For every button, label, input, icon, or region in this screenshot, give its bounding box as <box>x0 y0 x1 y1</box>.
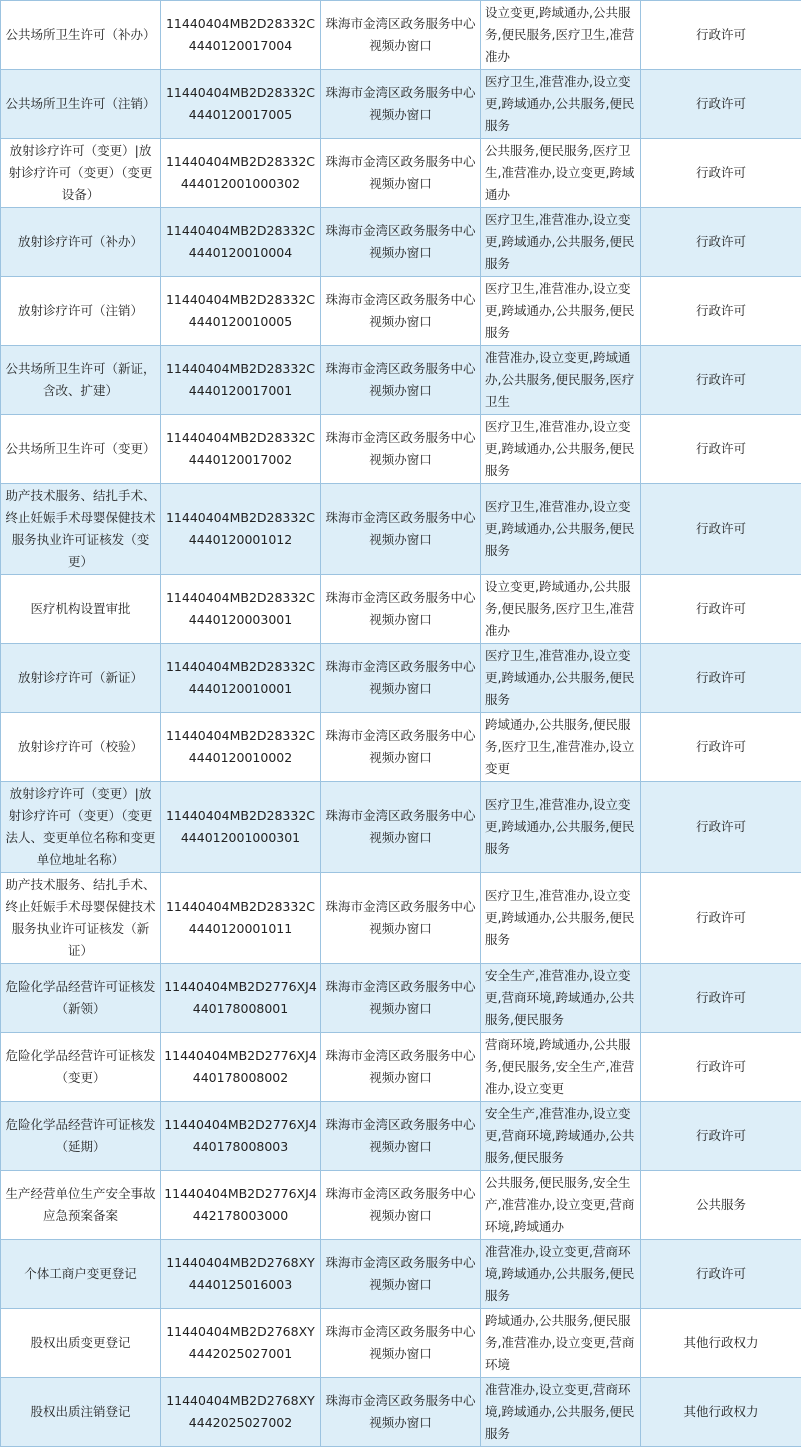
item-name-cell: 放射诊疗许可（变更）|放射诊疗许可（变更）（变更法人、变更单位名称和变更单位地址名称） <box>1 782 161 873</box>
item-name-cell: 危险化学品经营许可证核发（新领） <box>1 964 161 1033</box>
item-tags-cell: 医疗卫生,准营准办,设立变更,跨域通办,公共服务,便民服务 <box>481 70 641 139</box>
item-code-cell: 11440404MB2D28332C4440120001011 <box>161 873 321 964</box>
service-window-cell: 珠海市金湾区政务服务中心视频办窗口 <box>321 277 481 346</box>
item-type-cell: 行政许可 <box>641 70 801 139</box>
item-tags-cell: 跨域通办,公共服务,便民服务,医疗卫生,准营准办,设立变更 <box>481 713 641 782</box>
item-tags-cell: 跨域通办,公共服务,便民服务,准营准办,设立变更,营商环境 <box>481 1309 641 1378</box>
item-type-cell: 行政许可 <box>641 1102 801 1171</box>
item-code-cell: 11440404MB2D2776XJ4442178003000 <box>161 1171 321 1240</box>
item-name-cell: 助产技术服务、结扎手术、终止妊娠手术母婴保健技术服务执业许可证核发（变更） <box>1 484 161 575</box>
item-tags-cell: 医疗卫生,准营准办,设立变更,跨域通办,公共服务,便民服务 <box>481 484 641 575</box>
service-window-cell: 珠海市金湾区政务服务中心视频办窗口 <box>321 1033 481 1102</box>
service-window-cell: 珠海市金湾区政务服务中心视频办窗口 <box>321 415 481 484</box>
table-row <box>1 1102 801 1171</box>
item-name-cell: 公共场所卫生许可（新证，含改、扩建） <box>1 346 161 415</box>
item-type-cell: 行政许可 <box>641 277 801 346</box>
item-code-cell: 11440404MB2D28332C4440120017001 <box>161 346 321 415</box>
item-tags-cell: 准营准办,设立变更,营商环境,跨域通办,公共服务,便民服务 <box>481 1378 641 1447</box>
table-row <box>1 644 801 713</box>
item-tags-cell: 医疗卫生,准营准办,设立变更,跨域通办,公共服务,便民服务 <box>481 277 641 346</box>
service-window-cell: 珠海市金湾区政务服务中心视频办窗口 <box>321 644 481 713</box>
item-code-cell: 11440404MB2D28332C4440120017004 <box>161 1 321 70</box>
service-window-cell: 珠海市金湾区政务服务中心视频办窗口 <box>321 1102 481 1171</box>
service-window-cell: 珠海市金湾区政务服务中心视频办窗口 <box>321 1 481 70</box>
item-code-cell: 11440404MB2D2768XY4442025027002 <box>161 1378 321 1447</box>
item-name-cell: 放射诊疗许可（新证） <box>1 644 161 713</box>
item-tags-cell: 医疗卫生,准营准办,设立变更,跨域通办,公共服务,便民服务 <box>481 644 641 713</box>
table-row <box>1 415 801 484</box>
item-code-cell: 11440404MB2D2768XY4440125016003 <box>161 1240 321 1309</box>
item-type-cell: 行政许可 <box>641 964 801 1033</box>
service-window-cell: 珠海市金湾区政务服务中心视频办窗口 <box>321 208 481 277</box>
service-window-cell: 珠海市金湾区政务服务中心视频办窗口 <box>321 964 481 1033</box>
table-row <box>1 1033 801 1102</box>
item-tags-cell: 医疗卫生,准营准办,设立变更,跨域通办,公共服务,便民服务 <box>481 782 641 873</box>
item-type-cell: 公共服务 <box>641 1171 801 1240</box>
table-row <box>1 346 801 415</box>
table-row <box>1 208 801 277</box>
service-window-cell: 珠海市金湾区政务服务中心视频办窗口 <box>321 1309 481 1378</box>
item-code-cell: 11440404MB2D2776XJ4440178008002 <box>161 1033 321 1102</box>
item-name-cell: 危险化学品经营许可证核发（变更） <box>1 1033 161 1102</box>
table-row <box>1 70 801 139</box>
item-name-cell: 危险化学品经营许可证核发（延期） <box>1 1102 161 1171</box>
item-name-cell: 个体工商户变更登记 <box>1 1240 161 1309</box>
service-window-cell: 珠海市金湾区政务服务中心视频办窗口 <box>321 139 481 208</box>
item-tags-cell: 营商环境,跨域通办,公共服务,便民服务,安全生产,准营准办,设立变更 <box>481 1033 641 1102</box>
item-type-cell: 行政许可 <box>641 346 801 415</box>
table-row <box>1 964 801 1033</box>
item-type-cell: 其他行政权力 <box>641 1309 801 1378</box>
item-type-cell: 行政许可 <box>641 782 801 873</box>
item-tags-cell: 安全生产,准营准办,设立变更,营商环境,跨域通办,公共服务,便民服务 <box>481 964 641 1033</box>
item-name-cell: 放射诊疗许可（变更）|放射诊疗许可（变更）（变更设备） <box>1 139 161 208</box>
service-window-cell: 珠海市金湾区政务服务中心视频办窗口 <box>321 713 481 782</box>
item-code-cell: 11440404MB2D28332C4440120010004 <box>161 208 321 277</box>
item-type-cell: 行政许可 <box>641 139 801 208</box>
item-tags-cell: 医疗卫生,准营准办,设立变更,跨域通办,公共服务,便民服务 <box>481 208 641 277</box>
table-row <box>1 277 801 346</box>
table-row <box>1 1309 801 1378</box>
item-tags-cell: 医疗卫生,准营准办,设立变更,跨域通办,公共服务,便民服务 <box>481 415 641 484</box>
service-window-cell: 珠海市金湾区政务服务中心视频办窗口 <box>321 782 481 873</box>
table-row <box>1 139 801 208</box>
item-tags-cell: 公共服务,便民服务,安全生产,准营准办,设立变更,营商环境,跨域通办 <box>481 1171 641 1240</box>
item-code-cell: 11440404MB2D28332C4440120003001 <box>161 575 321 644</box>
item-type-cell: 行政许可 <box>641 1033 801 1102</box>
item-name-cell: 公共场所卫生许可（变更） <box>1 415 161 484</box>
service-window-cell: 珠海市金湾区政务服务中心视频办窗口 <box>321 1378 481 1447</box>
table-row <box>1 575 801 644</box>
item-tags-cell: 设立变更,跨域通办,公共服务,便民服务,医疗卫生,准营准办 <box>481 575 641 644</box>
item-tags-cell: 准营准办,设立变更,跨域通办,公共服务,便民服务,医疗卫生 <box>481 346 641 415</box>
service-window-cell: 珠海市金湾区政务服务中心视频办窗口 <box>321 346 481 415</box>
item-name-cell: 放射诊疗许可（校验） <box>1 713 161 782</box>
item-code-cell: 11440404MB2D2776XJ4440178008001 <box>161 964 321 1033</box>
item-type-cell: 行政许可 <box>641 208 801 277</box>
table-row <box>1 873 801 964</box>
item-type-cell: 其他行政权力 <box>641 1378 801 1447</box>
service-window-cell: 珠海市金湾区政务服务中心视频办窗口 <box>321 1240 481 1309</box>
item-code-cell: 11440404MB2D2776XJ4440178008003 <box>161 1102 321 1171</box>
item-code-cell: 11440404MB2D2768XY4442025027001 <box>161 1309 321 1378</box>
item-name-cell: 公共场所卫生许可（注销） <box>1 70 161 139</box>
item-code-cell: 11440404MB2D28332C4440120010005 <box>161 277 321 346</box>
table-row <box>1 1 801 70</box>
service-window-cell: 珠海市金湾区政务服务中心视频办窗口 <box>321 1171 481 1240</box>
item-type-cell: 行政许可 <box>641 713 801 782</box>
item-code-cell: 11440404MB2D28332C444012001000301 <box>161 782 321 873</box>
service-window-cell: 珠海市金湾区政务服务中心视频办窗口 <box>321 70 481 139</box>
item-type-cell: 行政许可 <box>641 575 801 644</box>
item-tags-cell: 准营准办,设立变更,营商环境,跨域通办,公共服务,便民服务 <box>481 1240 641 1309</box>
item-name-cell: 股权出质变更登记 <box>1 1309 161 1378</box>
item-type-cell: 行政许可 <box>641 1 801 70</box>
table-row <box>1 484 801 575</box>
table-body <box>1 1 801 1447</box>
item-name-cell: 生产经营单位生产安全事故应急预案备案 <box>1 1171 161 1240</box>
item-type-cell: 行政许可 <box>641 644 801 713</box>
table-row <box>1 1240 801 1309</box>
item-code-cell: 11440404MB2D28332C4440120017005 <box>161 70 321 139</box>
item-code-cell: 11440404MB2D28332C4440120017002 <box>161 415 321 484</box>
item-tags-cell: 公共服务,便民服务,医疗卫生,准营准办,设立变更,跨域通办 <box>481 139 641 208</box>
item-code-cell: 11440404MB2D28332C4440120001012 <box>161 484 321 575</box>
item-type-cell: 行政许可 <box>641 873 801 964</box>
item-tags-cell: 安全生产,准营准办,设立变更,营商环境,跨域通办,公共服务,便民服务 <box>481 1102 641 1171</box>
item-name-cell: 医疗机构设置审批 <box>1 575 161 644</box>
item-type-cell: 行政许可 <box>641 1240 801 1309</box>
item-type-cell: 行政许可 <box>641 484 801 575</box>
table-row <box>1 1378 801 1447</box>
table-row <box>1 1171 801 1240</box>
table-row <box>1 782 801 873</box>
item-tags-cell: 设立变更,跨域通办,公共服务,便民服务,医疗卫生,准营准办 <box>481 1 641 70</box>
item-code-cell: 11440404MB2D28332C444012001000302 <box>161 139 321 208</box>
item-name-cell: 公共场所卫生许可（补办） <box>1 1 161 70</box>
item-code-cell: 11440404MB2D28332C4440120010001 <box>161 644 321 713</box>
item-name-cell: 股权出质注销登记 <box>1 1378 161 1447</box>
item-type-cell: 行政许可 <box>641 415 801 484</box>
service-window-cell: 珠海市金湾区政务服务中心视频办窗口 <box>321 873 481 964</box>
table-row <box>1 713 801 782</box>
item-code-cell: 11440404MB2D28332C4440120010002 <box>161 713 321 782</box>
item-tags-cell: 医疗卫生,准营准办,设立变更,跨域通办,公共服务,便民服务 <box>481 873 641 964</box>
service-window-cell: 珠海市金湾区政务服务中心视频办窗口 <box>321 484 481 575</box>
item-name-cell: 助产技术服务、结扎手术、终止妊娠手术母婴保健技术服务执业许可证核发（新证） <box>1 873 161 964</box>
item-name-cell: 放射诊疗许可（补办） <box>1 208 161 277</box>
service-window-cell: 珠海市金湾区政务服务中心视频办窗口 <box>321 575 481 644</box>
item-name-cell: 放射诊疗许可（注销） <box>1 277 161 346</box>
